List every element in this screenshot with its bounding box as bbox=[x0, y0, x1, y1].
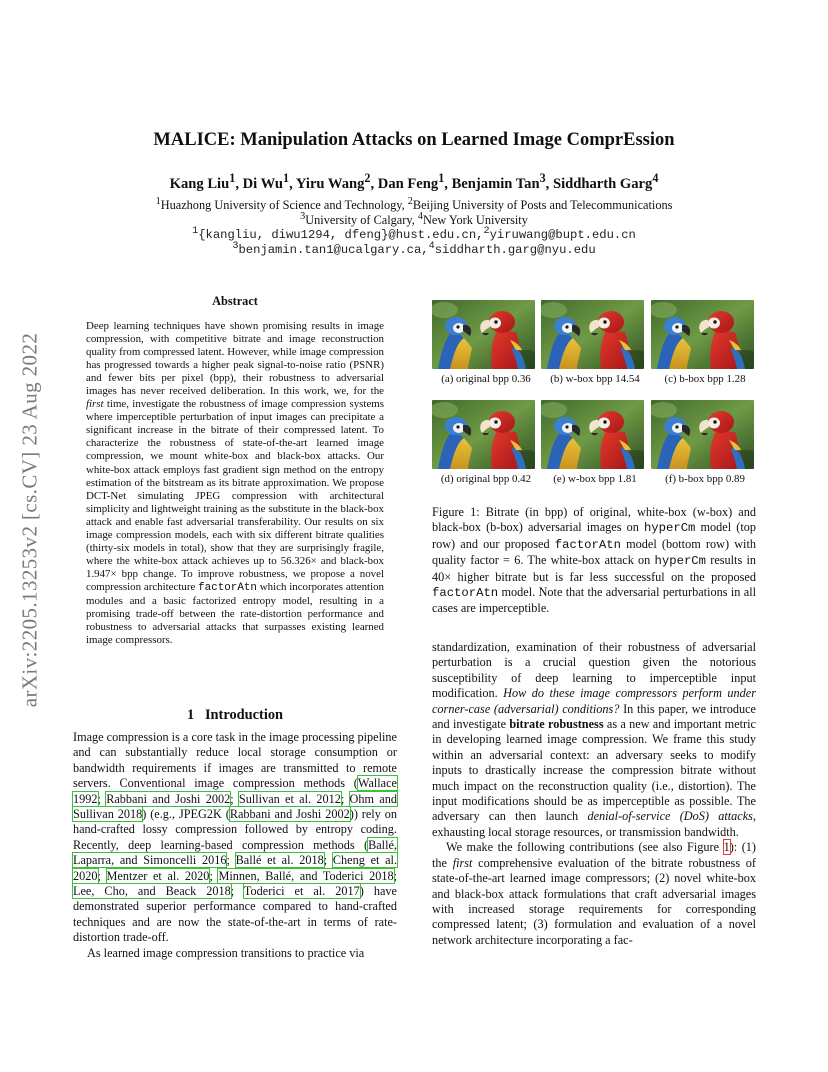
citation-link[interactable]: Ohm and Sullivan 2018 bbox=[73, 791, 397, 822]
figure-reference-link[interactable]: 1 bbox=[723, 840, 730, 855]
paper-title: MALICE: Manipulation Attacks on Learned Image ComprEssion bbox=[153, 130, 675, 150]
subfigure-caption: (e) w-box bpp 1.81 bbox=[553, 473, 637, 485]
citation-link[interactable]: Minnen, Ballé, and Toderici 2018 bbox=[218, 868, 394, 883]
citation-link[interactable]: Rabbani and Joshi 2002 bbox=[106, 791, 231, 806]
arxiv-side-label bbox=[12, 280, 48, 760]
author-emails: $^3$benjamin.tan1@ucalgary.ca,$^4$siddharth.garg@nyu.edu bbox=[232, 241, 596, 258]
citation-link[interactable]: Toderici et al. 2017 bbox=[243, 884, 360, 899]
introduction-body: Image compression is a core task in the image processing pipeline and can substantially reduce local storage consumption or bandwidth requirements if images are transmitted to remote servers. Conventional image compression methods (Wallace 1992; Rabbani and Joshi 2002; Sullivan et al. 2012; Ohm and Sullivan 2018) (e.g., JPEG2K (Rabbani and Joshi 2002)) rely on hand-crafted lossy compression followed by entropy coding. Recently, deep learning-based compression methods (Ballé, Laparra, and Simoncelli 2016; Ballé et al. 2018; Cheng et al. 2020; Mentzer et al. 2020; Minnen, Ballé, and Toderici 2018; Lee, Cho, and Beack 2018; Toderici et al. 2017) have demonstrated superior performance compared to hand-crafted techniques and are now the state-of-the-art in terms of rate-distortion trade-off. As learned image compression transitions to practice via bbox=[73, 730, 398, 960]
subfigure-caption: (b) w-box bpp 14.54 bbox=[550, 373, 640, 385]
parrot-image bbox=[432, 300, 535, 369]
parrot-image bbox=[651, 400, 754, 469]
citation-link[interactable]: Wallace 1992 bbox=[73, 776, 397, 806]
author-list: Kang Liu$^1$, Di Wu$^1$, Yiru Wang$^2$, Dan Feng$^1$, Benjamin Tan$^3$, Siddharth Garg$^4$ bbox=[169, 171, 659, 192]
citation-link[interactable]: Ballé, Laparra, and Simoncelli 2016 bbox=[73, 837, 397, 868]
author: Di Wu$^1$ bbox=[242, 171, 290, 192]
citation-link[interactable]: Cheng et al. 2020 bbox=[73, 853, 398, 883]
parrot-image bbox=[541, 300, 644, 369]
abstract-heading: Abstract bbox=[212, 294, 258, 308]
parrot-image bbox=[541, 400, 644, 469]
subfigure-caption: (f) b-box bpp 0.89 bbox=[665, 473, 745, 485]
author: Siddharth Garg$^4$ bbox=[552, 171, 659, 192]
author-emails: $^1${kangliu, diwu1294, dfeng}@hust.edu.cn,$^2$yiruwang@bupt.edu.cn bbox=[192, 226, 636, 243]
author: Dan Feng$^1$ bbox=[377, 171, 445, 192]
citation-link[interactable]: Lee, Cho, and Beack 2018 bbox=[73, 884, 231, 899]
subfigure-caption: (c) b-box bpp 1.28 bbox=[664, 373, 746, 385]
abstract-body: Deep learning techniques have shown promising results in image compression, with competitive bitrate and image reconstruction quality from compressed latent. However, while image compression has progressed towards a higher peak signal-to-noise ratio (PSNR) and fewer bits per pixel (bpp), their robustness to adversarial images has never received deliberation. In this work, we, for the first time, investigate the robustness of image compression systems where imperceptible perturbation of input images can precipitate a significant increase in the bitrate of their compressed latent. To characterize the robustness of state-of-the-art learned image compression, we mount white-box and black-box attacks. Our white-box attack employs fast gradient sign method on the entropy estimation of the bitstream as its bitrate approximation. We propose DCT-Net simulating JPEG compression with architectural simplicity and lightweight training as the substitute in the black-box attack and enable fast adversarial transferability. Our results on six image compression models, each with six different bitrate qualities (thirty-six models in total), show that they are surprisingly fragile, where the white-box attack achieves up to 56.326× and black-box 1.947× bpp change. To improve robustness, we propose a novel compression architecture factorAtn which incorporates attention modules and a basic factorized entropy model, resulting in a promising trade-off between the rate-distortion performance and robustness to adversarial attacks that surpasses existing learned image compressors. bbox=[86, 320, 384, 647]
parrot-image bbox=[651, 300, 754, 369]
affiliation-line: $^1$Huazhong University of Science and Technology, $^2$Beijing University of Posts and Telecommunications bbox=[155, 196, 673, 213]
author: Benjamin Tan$^3$ bbox=[451, 171, 546, 192]
affiliation-line: $^3$University of Calgary, $^4$New York University bbox=[300, 211, 528, 228]
citation-link[interactable]: Mentzer et al. 2020 bbox=[106, 868, 210, 883]
figure-caption: Figure 1: Bitrate (in bpp) of original, white-box (w-box) and black-box (b-box) adversarial images on hyperCm model (top row) and our proposed factorAtn model (bottom row) with quality factor = 6. The white-box attack on hyperCm results in 40× higher bitrate but is far less successful on the proposed factorAtn model. Note that the adversarial perturbations in all cases are imperceptible. bbox=[432, 505, 756, 616]
right-column-body: standardization, examination of their robustness of adversarial perturbation is a crucial question given the notorious susceptibility of deep learning to imperceptible input modification. How do these image compressors perform under corner-case (adversarial) conditions? In this paper, we introduce and investigate bitrate robustness as a new and important metric in developing learned image compression. We frame this study within an adversarial context: an adversary seeks to modify inputs to drastically increase the compression bitrate without much impact on the reconstruction quality (i.e., distortion). The input modifications should be as imperceptible as possible. The adversary can then launch denial-of-service (DoS) attacks, exhausting local storage resources, or transmission bandwidth. We make the following contributions (see also Figure 1): (1) the first comprehensive evaluation of the bitrate robustness of state-of-the-art learned image compressors; (2) novel white-box and black-box attack formulations that craft adversarial images with increased storage requirements for corresponding compressed latent; (3) formulation and evaluation of a novel network architecture incorporating a fac- bbox=[432, 640, 757, 947]
arxiv-id-text: arXiv:2205.13253v2 [cs.CV] 23 Aug 2022 bbox=[17, 332, 42, 708]
subfigure-caption: (d) original bpp 0.42 bbox=[440, 473, 532, 485]
author: Kang Liu$^1$ bbox=[169, 171, 236, 192]
section-heading-introduction: 1 Introduction bbox=[186, 707, 284, 723]
subfigure-caption: (a) original bpp 0.36 bbox=[441, 373, 531, 385]
author: Yiru Wang$^2$ bbox=[295, 171, 371, 192]
citation-link[interactable]: Rabbani and Joshi 2002 bbox=[229, 807, 350, 822]
citation-link[interactable]: Sullivan et al. 2012 bbox=[238, 791, 341, 806]
parrot-image bbox=[432, 400, 535, 469]
citation-link[interactable]: Ballé et al. 2018 bbox=[235, 853, 324, 868]
